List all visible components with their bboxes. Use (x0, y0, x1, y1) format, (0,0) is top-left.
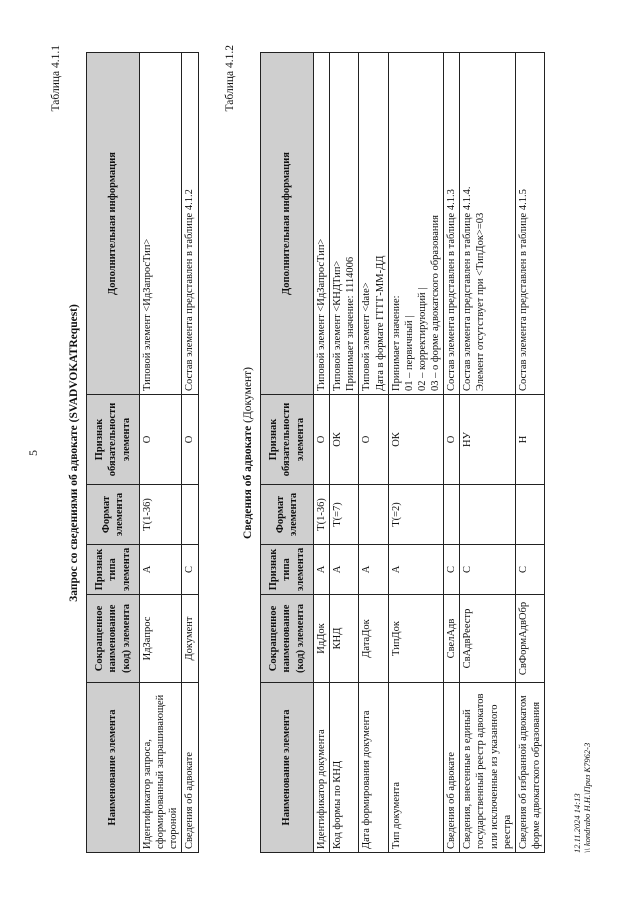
table1-header-code: Сокращенное наименование (код) элемента (87, 594, 140, 682)
cell-name: Тип документа (388, 682, 444, 852)
cell-name: Сведения об адвокате (182, 682, 198, 852)
cell-info (314, 52, 330, 394)
table1-header-required: Признак обязательности элемента (87, 394, 140, 484)
cell-format (182, 484, 198, 544)
cell-type: С (444, 544, 460, 594)
cell-name: Дата формирования документа (359, 682, 388, 852)
cell-type: А (140, 544, 182, 594)
cell-required: О (444, 394, 460, 484)
page-number: 5 (26, 449, 40, 456)
table2-title-suffix: (Документ) (242, 366, 254, 423)
cell-type: А (330, 544, 359, 594)
cell-format (359, 484, 388, 544)
table-row (444, 52, 460, 852)
cell-code: ДатаДок (359, 594, 388, 682)
info-line: Состав элемента представлен в таблице 4.1.3 (446, 188, 458, 391)
table2-title: Сведения об адвокате (242, 425, 254, 539)
info-line: Состав элемента представлен в таблице 4.1.4. (462, 186, 474, 391)
table2-header-format: Формат элемента (261, 484, 314, 544)
cell-name: Идентификатор запроса, сформированный запрашивающей стороной (140, 682, 182, 852)
table2-label: Таблица 4.1.2 (224, 44, 236, 111)
cell-code: ИдЗапрос (140, 594, 182, 682)
cell-info (515, 52, 544, 394)
cell-type: А (314, 544, 330, 594)
cell-format (444, 484, 460, 544)
cell-required: О (182, 394, 198, 484)
print-stamp-path: \\ kondrabo Н.Н.\Приз К7962-3 (582, 742, 593, 853)
table1-header-format: Формат элемента (87, 484, 140, 544)
cell-code: СвФормАдвОбр (515, 594, 544, 682)
cell-info (444, 52, 460, 394)
table2-header-info: Дополнительная информация (261, 52, 314, 394)
info-line: 02 – корректирующий | (416, 287, 428, 391)
cell-required: О (359, 394, 388, 484)
print-stamp-date: 12.11.2024 14:13 (572, 792, 582, 853)
cell-code: СвелАдв (444, 594, 460, 682)
cell-required: НУ (460, 394, 516, 484)
cell-info (330, 52, 359, 394)
cell-required: ОК (388, 394, 444, 484)
table2-header-type: Признак типа элемента (261, 544, 314, 594)
cell-format: Т(1-36) (140, 484, 182, 544)
cell-name: Сведения об адвокате (444, 682, 460, 852)
cell-required: О (140, 394, 182, 484)
table-row (330, 52, 359, 852)
table1-header-name: Наименование элемента (87, 682, 140, 852)
info-line: Типовой элемент <КНДТип> (332, 260, 344, 391)
table2 (260, 52, 545, 853)
cell-format: Т(=7) (330, 484, 359, 544)
table2-header-code: Сокращенное наименование (код) элемента (261, 594, 314, 682)
cell-code: СвАдвРеестр (460, 594, 516, 682)
cell-format (460, 484, 516, 544)
table-row (182, 52, 198, 852)
cell-code: ИдДок (314, 594, 330, 682)
table1-header-info: Дополнительная информация (87, 52, 140, 394)
cell-info (182, 52, 198, 394)
cell-name: Сведения, внесенные в единый государственный реестр адвокатов или исключенные из указанного реестра (460, 682, 516, 852)
table1-header-row (87, 52, 140, 852)
print-stamp (572, 742, 592, 852)
table-row (515, 52, 544, 852)
cell-type: А (359, 544, 388, 594)
table1-title: Запрос со сведениями об адвокате (SVADVOKATRequest) (68, 303, 80, 602)
table-row (359, 52, 388, 852)
table1-header-type: Признак типа элемента (87, 544, 140, 594)
info-line: Принимает значение: (390, 294, 402, 391)
cell-required: Н (515, 394, 544, 484)
cell-code: ТипДок (388, 594, 444, 682)
cell-format (515, 484, 544, 544)
table1 (86, 52, 199, 853)
rotated-document-page (20, 13, 620, 893)
cell-type: С (182, 544, 198, 594)
info-line: Состав элемента представлен в таблице 4.1.2 (184, 188, 196, 391)
info-line: Типовой элемент <ИдЗапросТип> (142, 238, 153, 391)
cell-name: Код формы по КНД (330, 682, 359, 852)
info-line: 03 – о форме адвокатского образования (430, 214, 441, 391)
cell-format: Т(1-36) (314, 484, 330, 544)
cell-format: Т(=2) (388, 484, 444, 544)
cell-required: ОК (330, 394, 359, 484)
info-line: Типовой элемент <ИдЗапросТип> (316, 238, 327, 391)
cell-name: Идентификатор документа (314, 682, 330, 852)
info-line: Дата в формате ГГГГ-ММ-ДД (374, 255, 386, 391)
table-row (314, 52, 330, 852)
table-row (460, 52, 516, 852)
cell-info (388, 52, 444, 394)
cell-type: А (388, 544, 444, 594)
cell-type: С (515, 544, 544, 594)
cell-info (359, 52, 388, 394)
cell-info (140, 52, 182, 394)
info-line: Элемент отсутствует при <ТипДок>=03 (475, 212, 487, 391)
info-line: Типовой элемент <date> (361, 281, 373, 391)
table1-label: Таблица 4.1.1 (50, 44, 62, 111)
cell-code: КНД (330, 594, 359, 682)
table-row (140, 52, 182, 852)
cell-info (460, 52, 516, 394)
cell-name: Сведения об избранной адвокатом форме адвокатского образования (515, 682, 544, 852)
table2-header-name: Наименование элемента (261, 682, 314, 852)
table2-title-line (242, 13, 254, 893)
cell-type: С (460, 544, 516, 594)
table2-header-row (261, 52, 314, 852)
table-row (388, 52, 444, 852)
cell-code: Документ (182, 594, 198, 682)
info-line: Принимает значение: 1114006 (345, 256, 357, 391)
info-line: 01 – первичный | (403, 315, 415, 391)
table2-header-required: Признак обязательности элемента (261, 394, 314, 484)
cell-required: О (314, 394, 330, 484)
info-line: Состав элемента представлен в таблице 4.1.5 (517, 188, 529, 391)
